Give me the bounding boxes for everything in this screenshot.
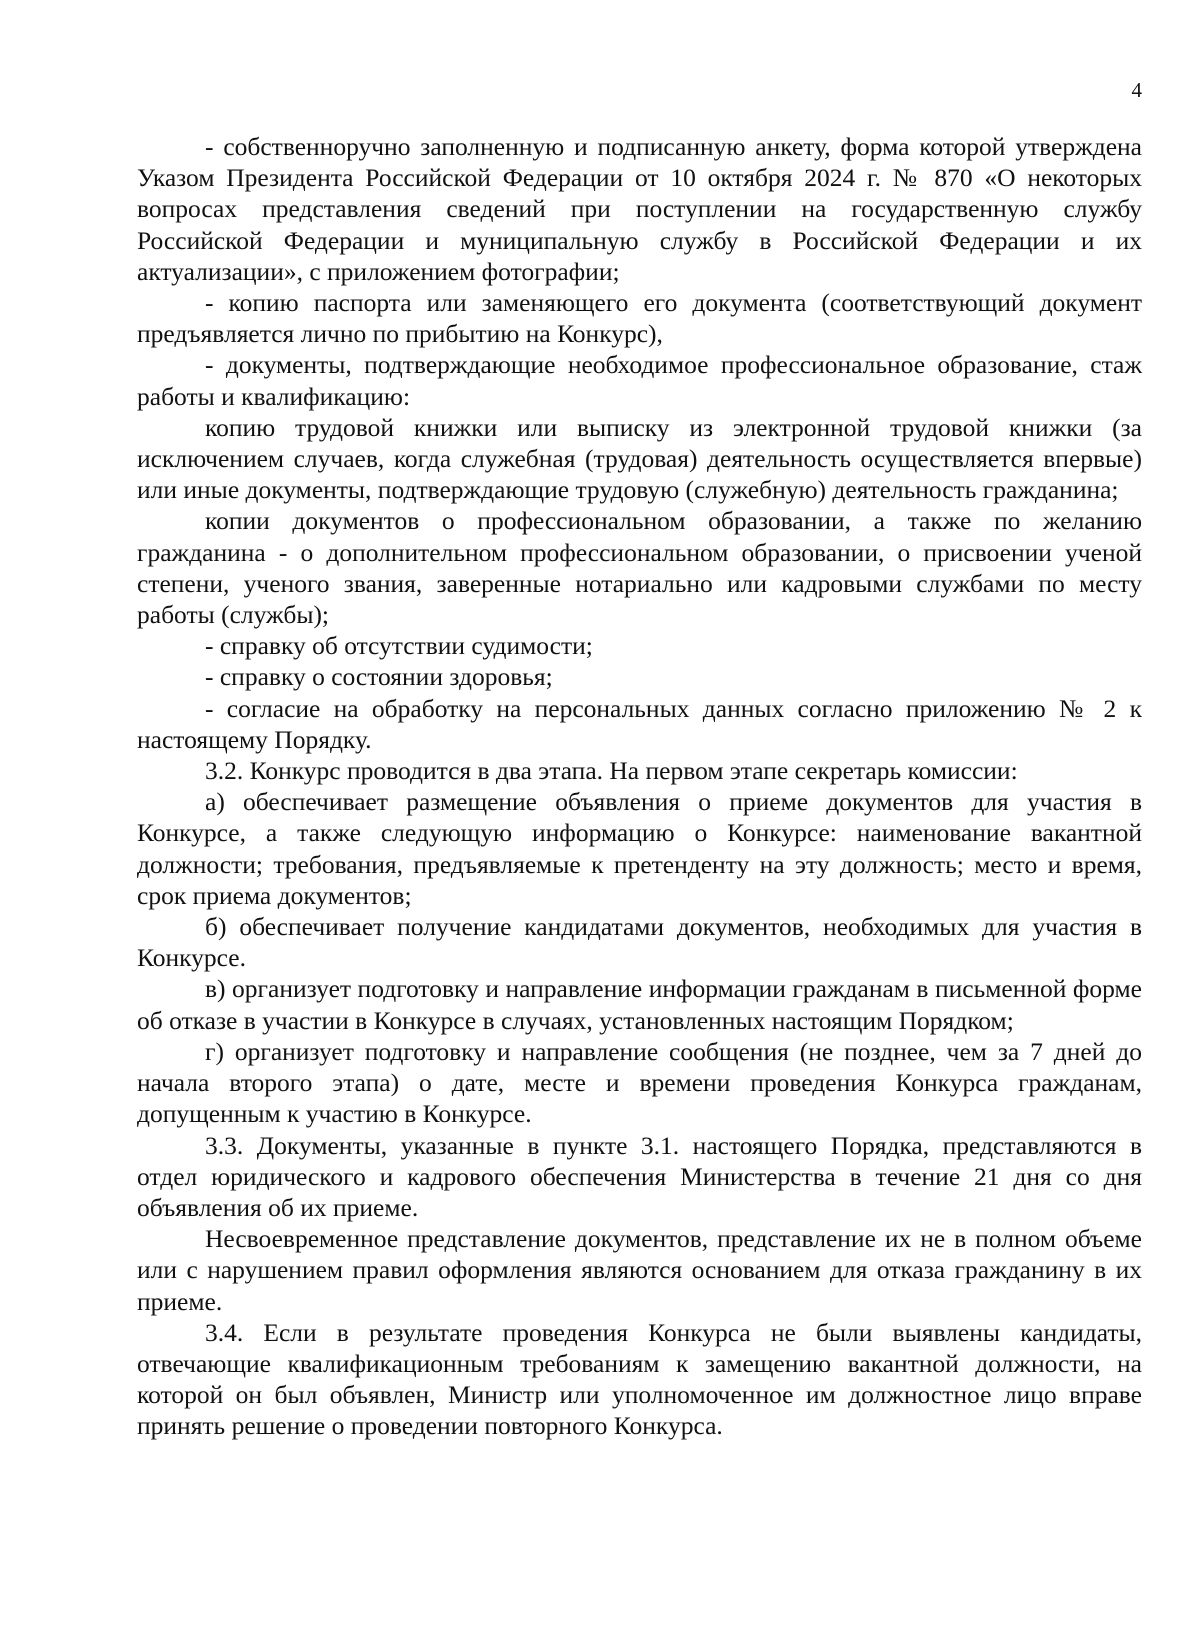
paragraph-item-v: в) организует подготовку и направление информации гражданам в письменной форме об отказе в участии в Конкурсе в случаях, установленных настоящим Порядком; bbox=[137, 974, 1142, 1035]
paragraph-item-b: б) обеспечивает получение кандидатами документов, необходимых для участия в Конкурсе. bbox=[137, 912, 1142, 973]
paragraph-work-book-copy: копию трудовой книжки или выписку из электронной трудовой книжки (за исключением случаев, когда служебная (трудовая) деятельность осуществляется впервые) или иные документы, подтверждающие трудовую (служебную) деятельность гражданина; bbox=[137, 412, 1142, 505]
paragraph-personal-data-consent: - согласие на обработку на персональных данных согласно приложению № 2 к настоящему Порядку. bbox=[137, 693, 1142, 754]
paragraph-item-a: а) обеспечивает размещение объявления о приеме документов для участия в Конкурсе, а также следующую информацию о Конкурсе: наименование вакантной должности; требования, предъявляемые к претенденту на эту должность; место и время, срок приема документов; bbox=[137, 787, 1142, 910]
paragraph-section-3-3: 3.3. Документы, указанные в пункте 3.1. настоящего Порядка, представляются в отдел юридического и кадрового обеспечения Министерства в течение 21 дня со дня объявления об их приеме. bbox=[137, 1130, 1142, 1222]
paragraph-passport-copy: - копию паспорта или заменяющего его документа (соответствующий документ предъявляется лично по прибытию на Конкурс), bbox=[137, 288, 1142, 349]
paragraph-education-documents: - документы, подтверждающие необходимое профессиональное образование, стаж работы и квалификацию: bbox=[137, 350, 1142, 411]
page-number: 4 bbox=[1131, 78, 1142, 102]
document-body bbox=[137, 131, 1142, 1442]
paragraph-criminal-record-certificate: - справку об отсутствии судимости; bbox=[205, 631, 593, 661]
paragraph-section-3-4: 3.4. Если в результате проведения Конкурса не были выявлены кандидаты, отвечающие квалификационным требованиям к замещению вакантной должности, на которой он был объявлен, Министр или уполномоченное им должностное лицо вправе принять решение о проведении повторного Конкурса. bbox=[137, 1317, 1142, 1441]
paragraph-item-g: г) организует подготовку и направление сообщения (не позднее, чем за 7 дней до начала второго этапа) о дате, месте и времени проведения Конкурса гражданам, допущенным к участию в Конкурсе. bbox=[137, 1036, 1142, 1129]
paragraph-health-certificate: - справку о состоянии здоровья; bbox=[205, 662, 553, 692]
paragraph-application-form: - собственноручно заполненную и подписанную анкету, форма которой утверждена Указом Президента Российской Федерации от 10 октября 2024 г. № 870 «О некоторых вопросах представления сведений при поступлении на государственную службу Российской Федерации и муниципальную службу в Российской Федерации и их актуализации», с приложением фотографии; bbox=[137, 132, 1142, 286]
paragraph-section-3-2: 3.2. Конкурс проводится в два этапа. На первом этапе секретарь комиссии: bbox=[205, 756, 1018, 786]
paragraph-late-submission: Несвоевременное представление документов, представление их не в полном объеме или с нарушением правил оформления являются основанием для отказа гражданину в их приеме. bbox=[137, 1224, 1142, 1316]
paragraph-education-copies: копии документов о профессиональном образовании, а также по желанию гражданина - о дополнительном профессиональном образовании, о присвоении ученой степени, ученого звания, заверенные нотариально или кадровыми службами по месту работы (службы); bbox=[137, 506, 1142, 630]
